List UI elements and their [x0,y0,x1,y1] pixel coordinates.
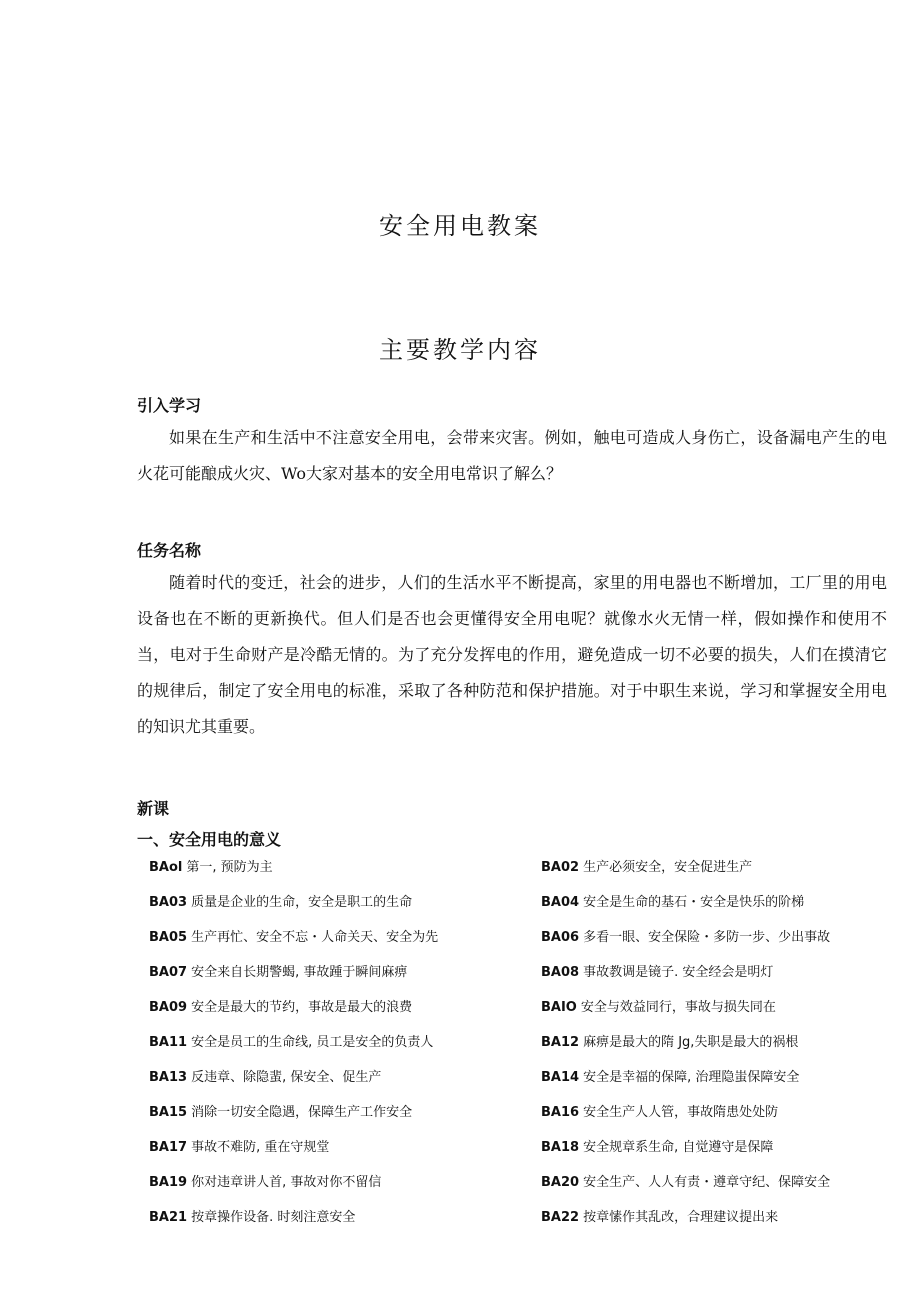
slogan-code: BA05 [149,930,188,945]
slogan-item [149,926,438,945]
slogan-code: BA03 [149,895,188,910]
slogan-code: BA13 [149,1070,188,1085]
slogan-text: 安全来自长期警蝎, 事故踵于瞬间麻痹 [191,965,408,980]
slogan-item [149,891,412,910]
slogan-code: BA19 [149,1175,188,1190]
intro-heading: 引入学习 [137,396,202,415]
slogan-text: 安全是生命的基石・安全是快乐的阶梯 [583,895,805,910]
slogan-item [149,1101,412,1120]
subsection-heading: 一、安全用电的意义 [137,830,282,849]
slogan-item [541,961,773,980]
slogan-code: BA14 [541,1070,580,1085]
slogan-code: BA18 [541,1140,580,1155]
slogan-text: 反违章、除隐蜚, 保安全、促生产 [191,1070,382,1085]
slogan-item [149,856,273,875]
slogan-item [149,996,412,1015]
slogan-code: BA20 [541,1175,580,1190]
slogan-item [541,996,776,1015]
slogan-item [149,1031,433,1050]
slogan-item [541,1031,798,1050]
slogan-code: BA11 [149,1035,188,1050]
slogan-code: BA06 [541,930,580,945]
slogan-item [541,891,804,910]
slogan-code: BA09 [149,1000,188,1015]
intro-paragraph: 如果在生产和生活中不注意安全用电，会带来灾害。例如，触电可造成人身伤亡，设备漏电产生的电火花可能酿成火灾、Wo大家对基本的安全用电常识了解么？ [137,428,887,483]
slogan-text: 事故教调是镜子. 安全经会是明灯 [583,965,774,980]
slogan-text: 安全生产、人人有责・遵章守纪、保障安全 [583,1175,831,1190]
slogan-text: 安全生产人人管，事故隋患处处防 [583,1105,779,1120]
slogan-code: BAol [149,860,183,875]
slogan-text: 消除一切安全隐遇，保障生产工作安全 [191,1105,413,1120]
slogan-text: 事故不难防, 重在守规堂 [191,1140,330,1155]
slogan-code: BA04 [541,895,580,910]
new-lesson-heading: 新课 [137,799,170,818]
slogan-text: 按章愫作其乱改，合理建议提出来 [583,1210,779,1225]
section-title: 主要教学内容 [379,336,541,364]
slogan-code: BA02 [541,860,580,875]
slogan-text: 安全是员工的生命线, 员工是安全的负责人 [191,1035,434,1050]
task-heading: 任务名称 [137,541,202,560]
slogan-text: 你对违章讲人首, 事故对你不留信 [191,1175,382,1190]
slogan-code: BA12 [541,1035,580,1050]
slogan-code: BA17 [149,1140,188,1155]
slogan-text: 安全是幸福的保障, 治理隐蚩保障安全 [583,1070,800,1085]
slogan-item [541,1171,830,1190]
slogan-item [541,1206,778,1225]
slogan-text: 安全是最大的节约，事故是最大的浪费 [191,1000,413,1015]
slogan-item [149,1066,381,1085]
slogan-item [541,1101,778,1120]
task-paragraph: 随着时代的变迁，社会的进步，人们的生活水平不断提高，家里的用电器也不断增加，工厂里的用电设备也在不断的更新换代。但人们是否也会更懂得安全用电呢？就像水火无情一样，假如操作和使用不当，电对于生命财产是冷酷无情的。为了充分发挥电的作用，避免造成一切不必要的损失，人们在摸清它的规律后，制定了安全用电的标准，采取了各种防范和保护措施。对于中职生来说，学习和掌握安全用电的知识尤其重要。 [137,573,887,736]
slogan-item [149,961,407,980]
slogan-item [149,1136,329,1155]
slogan-code: BAIO [541,1000,577,1015]
document-title: 安全用电教案 [379,212,541,240]
slogan-text: 生产再忙、安全不忘・人命关天、安全为先 [191,930,439,945]
slogan-text: 按章操作设备. 时刻注意安全 [191,1210,356,1225]
slogan-text: 安全与效益同行，事故与损失同在 [580,1000,776,1015]
slogan-item [149,1206,355,1225]
slogan-code: BA22 [541,1210,580,1225]
slogan-code: BA08 [541,965,580,980]
slogan-text: 多看一眼、安全保险・多防一步、少出事故 [583,930,831,945]
slogan-text: 麻痹是最大的隋 Jg,失职是最大的祸根 [583,1035,799,1050]
slogan-item [541,1066,799,1085]
slogan-code: BA15 [149,1105,188,1120]
slogan-text: 生产必须安全，安全促进生产 [583,860,753,875]
slogan-item [149,1171,381,1190]
slogan-text: 第一, 预防为主 [186,860,273,875]
slogan-code: BA16 [541,1105,580,1120]
slogan-item [541,856,752,875]
slogan-text: 安全规章系生命, 自觉遵守是保障 [583,1140,774,1155]
slogan-item [541,1136,773,1155]
slogan-text: 质量是企业的生命，安全是职工的生命 [191,895,413,910]
slogan-code: BA07 [149,965,188,980]
slogan-code: BA21 [149,1210,188,1225]
slogan-item [541,926,830,945]
